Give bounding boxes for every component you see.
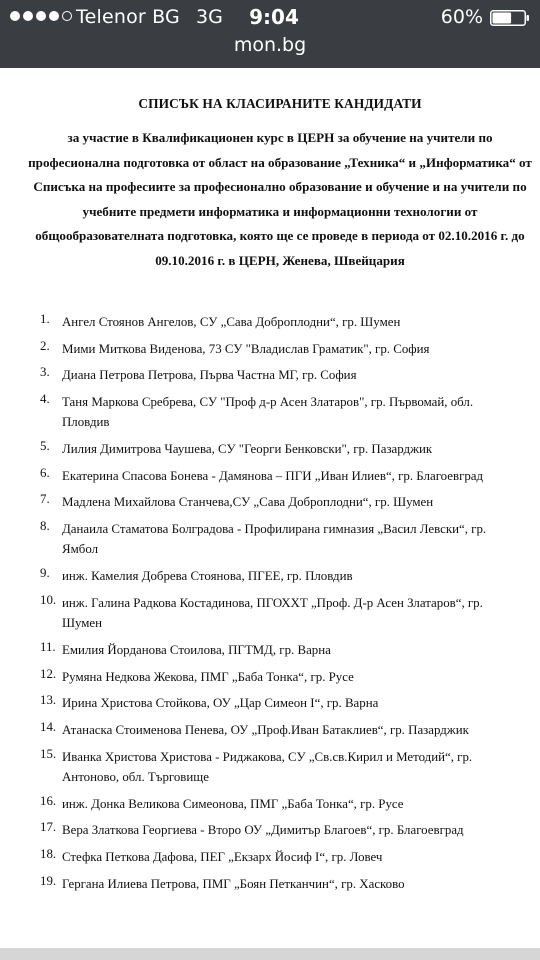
candidate-text xyxy=(62,640,540,661)
subtitle-line: учебните предмети информатика и информационни технологии от xyxy=(82,203,478,219)
candidate-item xyxy=(0,365,540,386)
candidate-line: Таня Маркова Сребрева, СУ "Проф д-р Асен Златаров", гр. Първомай, обл. xyxy=(62,394,474,409)
candidate-item xyxy=(0,312,540,333)
candidate-line: Антоново, обл. Търговище xyxy=(62,770,209,785)
candidate-line: Пловдив xyxy=(62,415,110,430)
signal-dot xyxy=(62,11,72,21)
subtitle-line: Списъка на професиите за професионално образование и обучение и на учители по xyxy=(33,179,527,194)
signal-dot xyxy=(36,11,46,21)
candidate-line: Емилия Йорданова Стоилова, ПГТМД, гр. Варна xyxy=(62,643,331,658)
candidate-text xyxy=(62,392,540,433)
candidate-number: 6. xyxy=(40,465,50,480)
candidate-line: Диана Петрова Петрова, Първа Частна МГ, гр. София xyxy=(62,368,357,383)
candidate-item xyxy=(0,519,540,560)
candidate-line: Ямбол xyxy=(62,542,99,557)
candidate-text xyxy=(62,492,540,513)
candidate-line: Шумен xyxy=(62,616,103,631)
candidate-item xyxy=(0,693,540,714)
candidate-line: инж. Камелия Добрева Стоянова, ПГЕЕ, гр. Пловдив xyxy=(62,569,353,584)
candidate-item xyxy=(0,874,540,895)
carrier-name: Telenor BG xyxy=(76,6,180,28)
candidate-text xyxy=(62,519,540,560)
candidate-text xyxy=(62,466,540,487)
candidate-number: 15. xyxy=(40,746,57,761)
document-title: СПИСЪК НА КЛАСИРАНИТЕ КАНДИДАТИ xyxy=(138,96,422,111)
candidate-item xyxy=(0,794,540,815)
candidate-line: Ирина Христова Стойкова, ОУ „Цар Симеон I“, гр. Варна xyxy=(62,696,379,711)
candidate-item xyxy=(0,820,540,841)
candidate-text xyxy=(62,439,540,460)
subtitle-line: професионална подготовка от област на образование „Техника“ и „Информатика“ от xyxy=(28,154,532,170)
signal-dot xyxy=(23,11,33,21)
browser-chrome xyxy=(0,0,540,68)
candidate-line: инж. Донка Великова Симеонова, ПМГ „Баба Тонка“, гр. Русе xyxy=(62,796,404,811)
candidate-text xyxy=(62,312,540,333)
candidate-number: 16. xyxy=(40,793,57,808)
candidate-item xyxy=(0,566,540,587)
candidate-text xyxy=(62,693,540,714)
candidate-number: 14. xyxy=(40,719,57,734)
candidate-item xyxy=(0,640,540,661)
candidate-line: инж. Галина Радкова Костадинова, ПГОХХТ „Проф. Д-р Асен Златаров“, гр. xyxy=(62,595,483,610)
candidate-line: Мадлена Михайлова Станчева,СУ „Сава Доброплодни“, гр. Шумен xyxy=(62,495,434,510)
signal-strength-icon xyxy=(10,11,72,21)
candidate-item xyxy=(0,747,540,788)
subtitle-line: 09.10.2016 г. в ЦЕРН, Женева, Швейцария xyxy=(155,252,405,268)
candidate-line: Атанаска Стоименова Пенева, ОУ „Проф.Иван Батаклиев“, гр. Пазарджик xyxy=(62,722,469,737)
network-type: 3G xyxy=(196,6,223,28)
candidate-text xyxy=(62,365,540,386)
candidate-number: 11. xyxy=(40,640,56,655)
candidate-number: 18. xyxy=(40,847,57,861)
candidate-number: 17. xyxy=(40,820,57,835)
signal-dot xyxy=(49,11,59,21)
candidate-text xyxy=(62,820,540,841)
candidate-text xyxy=(62,593,540,634)
candidate-line: Лилия Димитрова Чаушева, СУ "Георги Бенковски", гр. Пазарджик xyxy=(62,442,433,457)
battery-icon xyxy=(490,10,530,26)
candidate-number: 4. xyxy=(40,391,50,406)
battery-percentage: 60% xyxy=(440,6,483,28)
candidate-text xyxy=(62,720,540,741)
candidate-item xyxy=(0,492,540,513)
candidate-text xyxy=(62,566,540,587)
candidate-text xyxy=(62,847,540,868)
candidate-text xyxy=(62,747,540,788)
candidate-number: 12. xyxy=(40,666,57,681)
candidate-text xyxy=(62,874,540,895)
candidate-text xyxy=(62,667,540,688)
document-page xyxy=(0,68,540,948)
signal-dot xyxy=(10,11,20,21)
status-bar xyxy=(0,0,540,34)
candidate-text xyxy=(62,794,540,815)
candidate-item xyxy=(0,392,540,433)
candidate-number: 19. xyxy=(40,873,57,888)
candidate-item xyxy=(0,593,540,634)
candidate-line: Румяна Недкова Жекова, ПМГ „Баба Тонка“, гр. Русе xyxy=(62,669,354,684)
candidate-item xyxy=(0,439,540,460)
candidate-item xyxy=(0,667,540,688)
status-clock: 9:04 xyxy=(249,5,299,29)
candidate-line: Мими Миткова Виденова, 73 СУ "Владислав Граматик", гр. София xyxy=(62,341,430,356)
candidate-line: Гергана Илиева Петрова, ПМГ „Боян Петканчин“, гр. Хасково xyxy=(62,876,405,891)
candidate-line: Ангел Стоянов Ангелов, СУ „Сава Доброплодни“, гр. Шумен xyxy=(62,315,401,329)
candidate-number: 9. xyxy=(40,566,50,581)
candidate-item xyxy=(0,847,540,868)
candidate-number: 2. xyxy=(40,338,50,353)
candidate-item xyxy=(0,466,540,487)
candidate-number: 10. xyxy=(40,592,57,607)
candidate-line: Данаила Стаматова Болградова - Профилирана гимназия „Васил Левски“, гр. xyxy=(62,521,487,536)
candidate-line: Екатерина Спасова Бонева - Дамянова – ПГИ „Иван Илиев“, гр. Благоевград xyxy=(62,468,484,483)
subtitle-line: общообразователната подготовка, която ще се проведе в периода от 02.10.2016 г. до xyxy=(35,228,525,243)
candidate-number: 3. xyxy=(40,365,50,380)
candidate-number: 5. xyxy=(40,439,50,454)
subtitle-line: за участие в Квалификационен курс в ЦЕРН за обучение на учители по xyxy=(67,130,493,145)
document-subtitle xyxy=(0,126,540,273)
candidate-number: 8. xyxy=(40,518,50,533)
candidate-item xyxy=(0,339,540,360)
browser-toolbar xyxy=(0,948,540,960)
candidate-text xyxy=(62,339,540,360)
address-bar-url[interactable]: mon.bg xyxy=(233,34,307,56)
candidate-number: 13. xyxy=(40,693,57,708)
candidate-item xyxy=(0,720,540,741)
candidate-line: Стефка Петкова Дафова, ПЕГ „Екзарх Йосиф I“, гр. Ловеч xyxy=(62,850,383,864)
candidate-line: Вера Златкова Георгиева - Второ ОУ „Димитър Благоев“, гр. Благоевград xyxy=(62,823,464,838)
candidate-number: 1. xyxy=(40,312,50,326)
candidate-line: Иванка Христова Христова - Риджакова, СУ „Св.св.Кирил и Методий“, гр. xyxy=(62,749,473,764)
candidate-number: 7. xyxy=(40,492,50,507)
